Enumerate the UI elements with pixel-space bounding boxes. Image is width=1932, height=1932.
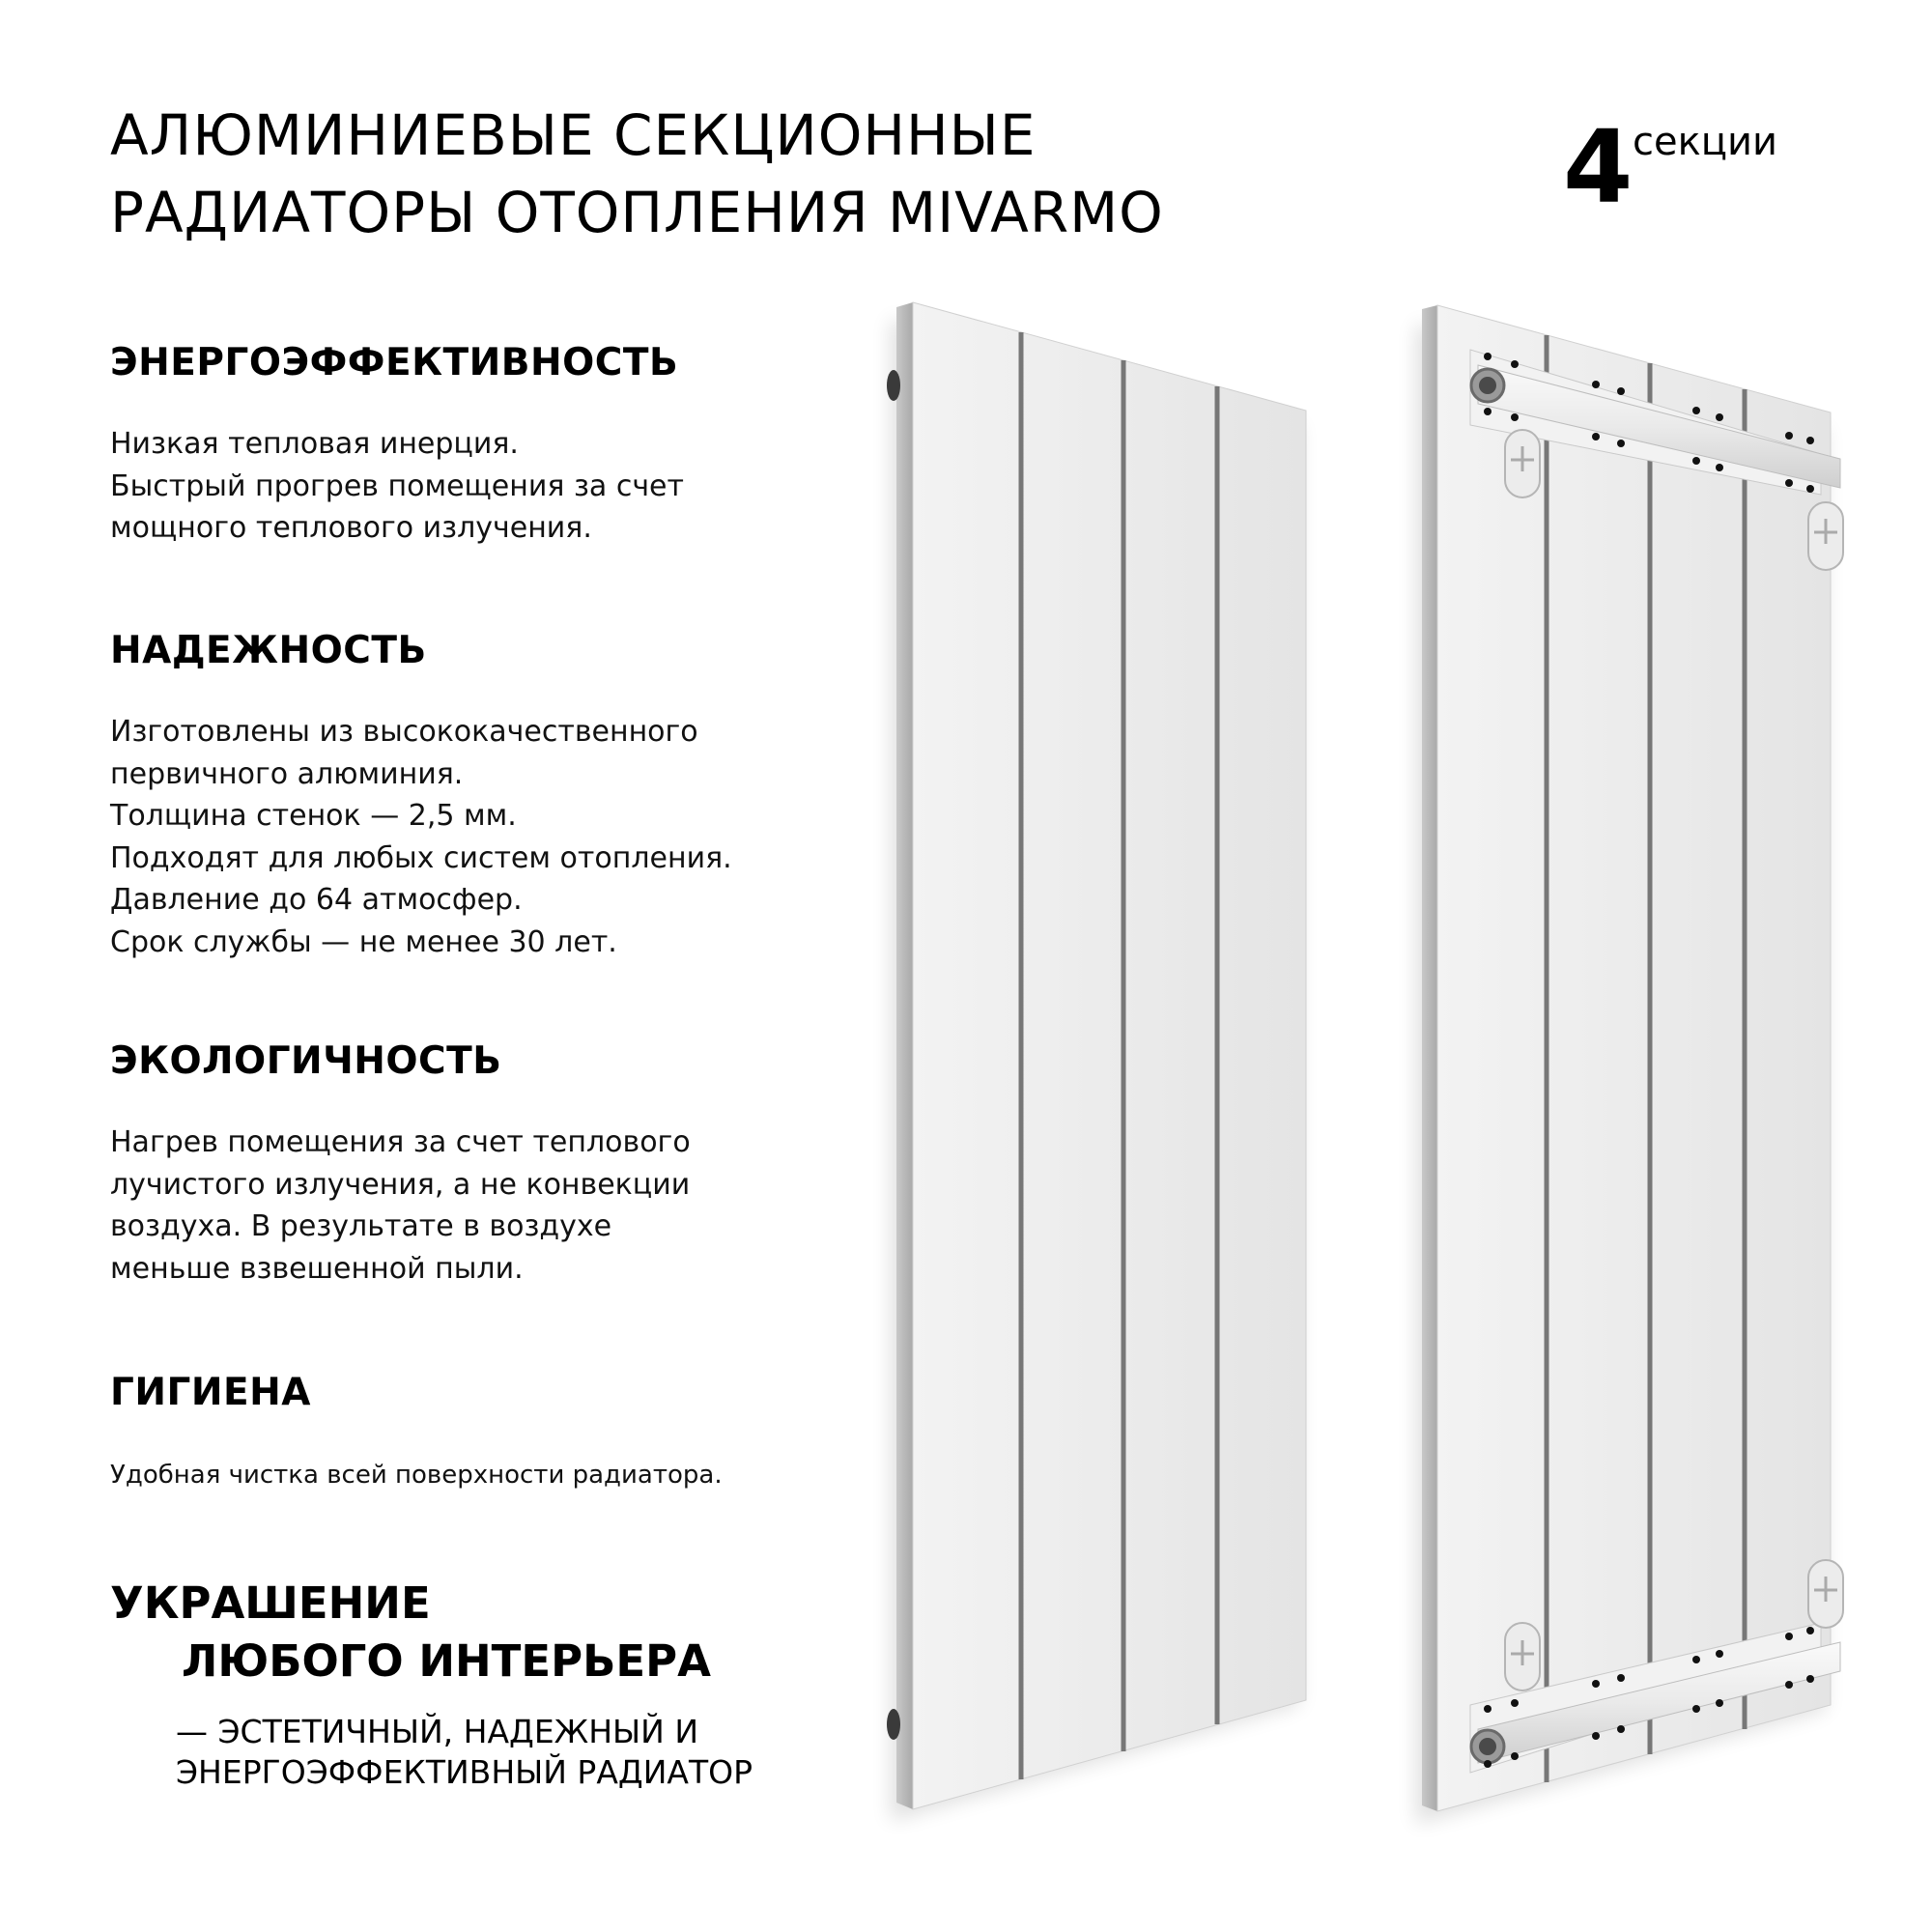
feature-line: Низкая тепловая инерция. bbox=[110, 427, 519, 461]
feature-title: ЭКОЛОГИЧНОСТЬ bbox=[110, 1039, 502, 1083]
feature-line: Быстрый прогрев помещения за счет bbox=[110, 469, 684, 503]
decor-line-1: УКРАШЕНИЕ bbox=[110, 1577, 431, 1629]
feature-line: Срок службы — не менее 30 лет. bbox=[110, 924, 617, 959]
decor-line-2: ЛЮБОГО ИНТЕРЬЕРА bbox=[182, 1635, 711, 1687]
feature-title: НАДЕЖНОСТЬ bbox=[110, 629, 427, 672]
feature-line: воздуха. В результате в воздухе bbox=[110, 1209, 612, 1243]
decor-sub-line-1: — ЭСТЕТИЧНЫЙ, НАДЕЖНЫЙ И bbox=[176, 1713, 699, 1750]
feature-line: лучистого излучения, а не конвекции bbox=[110, 1167, 691, 1202]
connector-bottom bbox=[887, 1709, 900, 1740]
feature-line: Толщина стенок — 2,5 мм. bbox=[110, 799, 517, 833]
decor-sub-line-2: ЭНЕРГОЭФФЕКТИВНЫЙ РАДИАТОР bbox=[176, 1753, 753, 1791]
title-line-1: АЛЮМИНИЕВЫЕ СЕКЦИОННЫЕ bbox=[110, 102, 1037, 168]
feature-line: Подходят для любых систем отопления. bbox=[110, 840, 732, 875]
sections-count: 4 bbox=[1563, 108, 1634, 226]
radiator-front-view bbox=[887, 302, 1306, 1821]
feature-line: Удобная чистка всей поверхности радиатора. bbox=[110, 1461, 723, 1490]
feature-line: Изготовлены из высококачественного bbox=[110, 715, 698, 749]
connector-top bbox=[887, 370, 900, 401]
feature-line: Давление до 64 атмосфер. bbox=[110, 883, 523, 917]
feature-title: ЭНЕРГОЭФФЕКТИВНОСТЬ bbox=[110, 341, 679, 384]
feature-line: мощного теплового излучения. bbox=[110, 511, 592, 545]
title-line-2: РАДИАТОРЫ ОТОПЛЕНИЯ MIVARMO bbox=[110, 180, 1164, 245]
feature-line: меньше взвешенной пыли. bbox=[110, 1251, 524, 1286]
feature-line: Нагрев помещения за счет теплового bbox=[110, 1125, 691, 1159]
sections-label: секции bbox=[1633, 120, 1777, 164]
feature-title: ГИГИЕНА bbox=[110, 1371, 311, 1414]
feature-line: первичного алюминия. bbox=[110, 756, 464, 791]
radiator-back-view bbox=[1416, 305, 1843, 1824]
